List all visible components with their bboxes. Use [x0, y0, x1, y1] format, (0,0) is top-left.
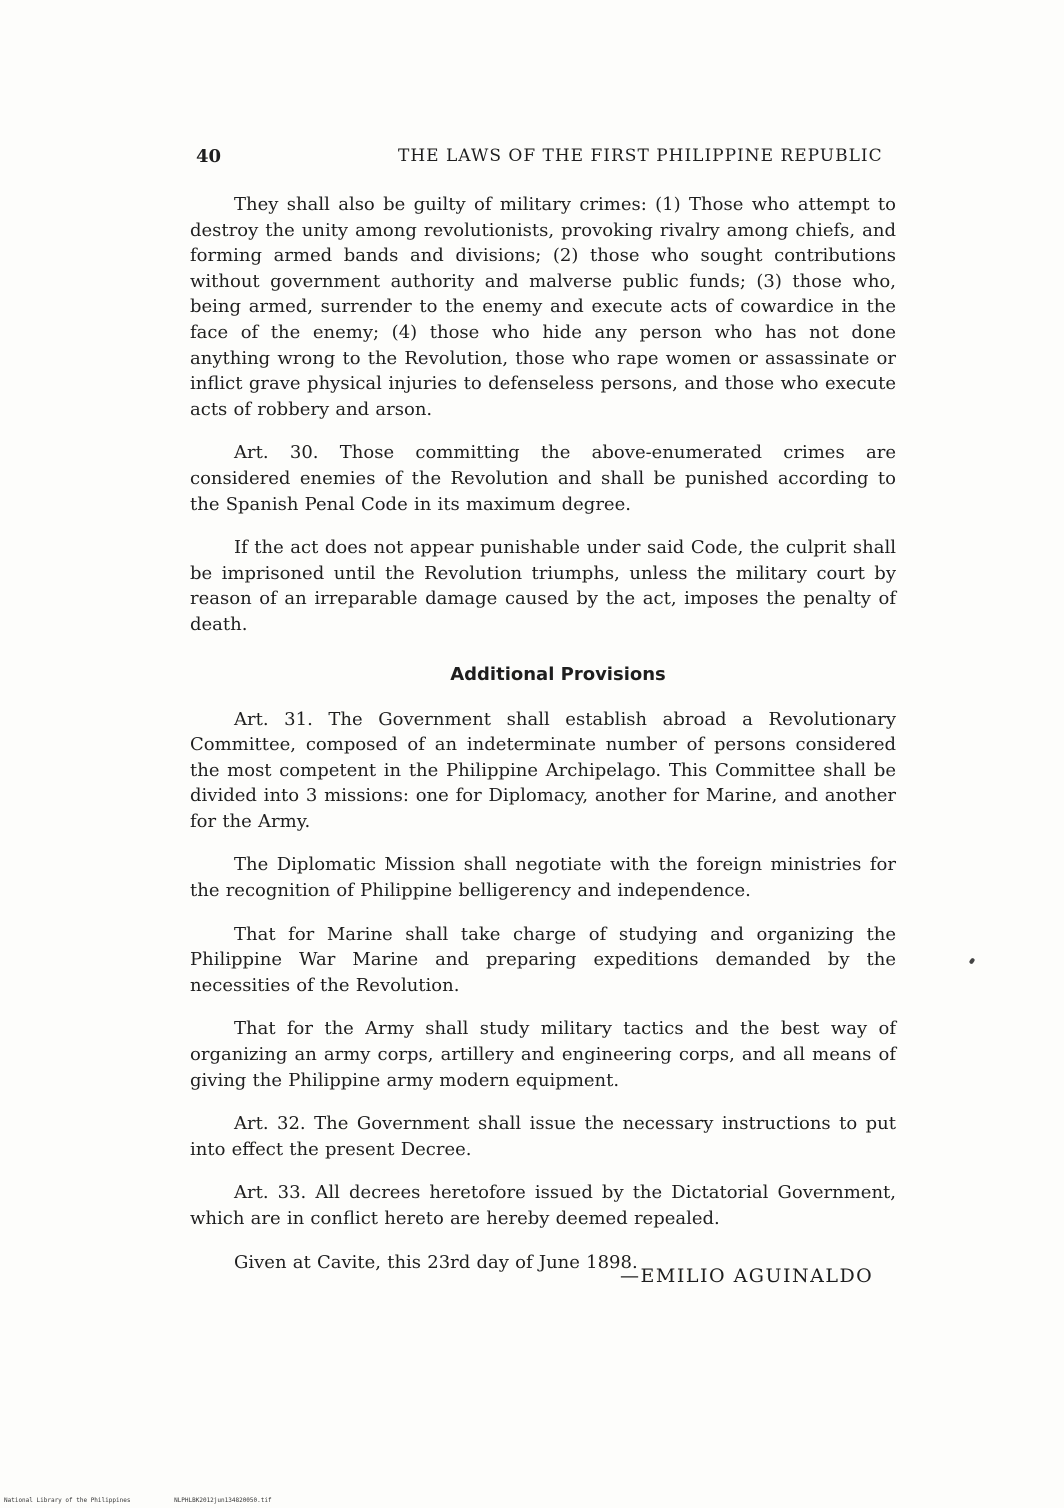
paragraph-marine: That for Marine shall take charge of studying and organizing the Philippine War Marine and preparing expeditions demanded by the necessities of the Revolution.	[190, 923, 896, 996]
paragraph-army: That for the Army shall study military tactics and the best way of organizing an army corps, artillery and engineering corps, and all means of giving the Philippine army modern equipment.	[190, 1018, 896, 1091]
page-number: 40	[196, 146, 222, 167]
paragraph-given-at: Given at Cavite, this 23rd day of June 1898.	[234, 1251, 638, 1273]
paragraph-art-32: Art. 32. The Government shall issue the necessary instructions to put into effect the present Decree.	[190, 1113, 896, 1160]
footer-library: National Library of the Philippines	[4, 1497, 131, 1504]
paragraph-art-33: Art. 33. All decrees heretofore issued by the Dictatorial Government, which are in conflict hereto are hereby deemed repealed.	[190, 1182, 896, 1229]
section-heading: Additional Provisions	[450, 663, 666, 685]
footer-file-id: NLPHLBK2012jun134820050.tif	[174, 1497, 272, 1504]
ink-speck	[969, 957, 976, 964]
paragraph-art-30: Art. 30. Those committing the above-enumerated crimes are considered enemies of the Revolution and shall be punished according to the Spanish Penal Code in its maximum degree.	[190, 442, 896, 515]
signature: —EMILIO AGUINALDO	[620, 1265, 874, 1287]
running-head: THE LAWS OF THE FIRST PHILIPPINE REPUBLIC	[398, 146, 883, 166]
page-body	[190, 192, 896, 1293]
paragraph-military-crimes: They shall also be guilty of military crimes: (1) Those who attempt to destroy the unity among revolutionists, provoking rivalry among chiefs, and forming armed bands and divisions; (2) those who sought contributions without government authority and malverse public funds; (3) those who, being armed, surrender to the enemy and execute acts of cowardice in the face of the enemy; (4) those who hide any person who has not done anything wrong to the Revolution, those who rape women or assassinate or inflict grave physical injuries to defenseless persons, and those who execute acts of robbery and arson.	[190, 194, 896, 420]
paragraph-punishment: If the act does not appear punishable under said Code, the culprit shall be imprisoned until the Revolution triumphs, unless the military court by reason of an irreparable damage caused by the act, imposes the penalty of death.	[190, 537, 896, 635]
scan-footer	[4, 1497, 312, 1504]
paragraph-diplomatic-mission: The Diplomatic Mission shall negotiate with the foreign ministries for the recognition of Philippine belligerency and independence.	[190, 854, 896, 902]
paragraph-art-31: Art. 31. The Government shall establish abroad a Revolutionary Committee, composed of an indeterminate number of persons considered the most competent in the Philippine Archipelago. This Committee shall be divided into 3 missions: one for Diplomacy, another for Marine, and another for the Army.	[190, 708, 896, 832]
